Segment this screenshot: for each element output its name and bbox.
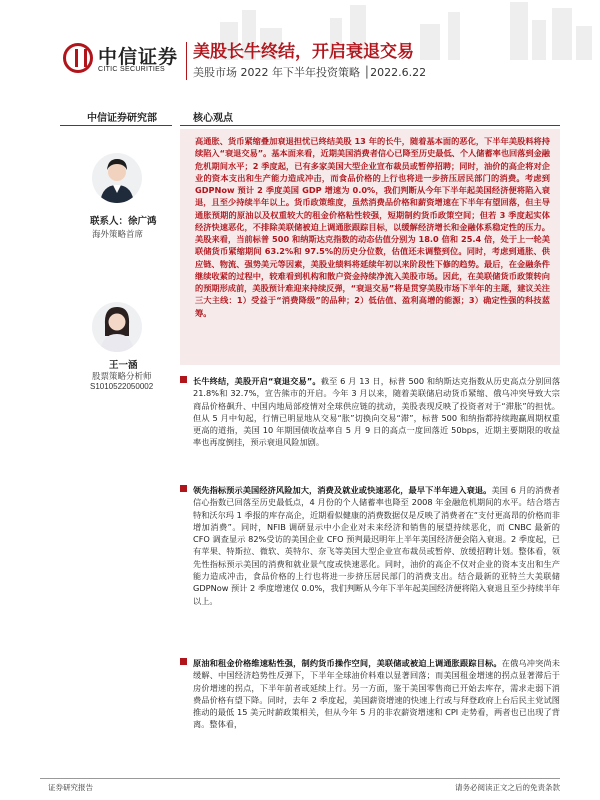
bullet-heading: 原油和租金价格维速粘性强，制约货币操作空间，美联储或被迫上调通胀跟踪目标。 (193, 658, 502, 668)
bullet-section-1 (180, 375, 560, 449)
report-subtitle: 美股市场 2022 年下半年投资策略 │2022.6.22 (193, 66, 427, 79)
footer-disclaimer-note: 请务必阅读正文之后的免责条款 (455, 783, 560, 792)
left-divider (60, 125, 172, 126)
bullet-section-2 (180, 484, 560, 607)
logo-text-en: CITIC SECURITIES (98, 66, 166, 73)
core-views-title: 核心观点 (193, 113, 233, 124)
bullet-body: 截至 6 月 13 日，标普 500 和纳斯达克指数从历史高点分别回落 21.8%和 32.7%，宣告熊市的开启。今年 3 月以来，随着美联储启动货币紧缩、俄乌冲突导致大宗商品价格飙升、中国内地局部疫情对全球供应链的扰动，美股表现反映了投资者对于“滞胀”的担忧。但从 5 月中旬起，行情已明显地从交易“胀”切换向交易“滞”，标普 500 和纳指都持续跑赢周期权重更高的道指，美国 10 年期国债收益率自 5 月 9 日的高点一度回落近 50bps，近期主要期限的收益率也再度倒挂，预示衰退风险加剧。 (193, 376, 561, 448)
summary-text: 高通胀、货币紧缩叠加衰退担忧已终结美股 13 年的长牛，随着基本面的恶化，下半年美股料将持续陷入“衰退交易”。基本面来看，近期美国消费者信心已降至历史最低、个人储蓄率也回落到金融危机期间水平；2 季度起，已有多家美国大型企业宣布裁员或暂停招聘；同时，油价的高企将对企业的资本支出和生产能力造成冲击，而食品价格的上行也将进一步挤压居民部门的消费。考虑到 GDPNow 预计 2 季度美国 GDP 增速为 0.0%，我们判断从今年下半年起美国经济便将陷入衰退，且至少持续半年以上。货币政策维度，虽然消费品价格和薪资增速在下半年有望回落，但主导通胀预期的原油以及权重较大的租金价格粘性较强，短期制约货币政策空间；但若 3 季度起实体经济快速恶化，不排除美联储被迫上调通胀跟踪目标，以缓解经济增长和金融体系稳定性的压力。美股来看，当前标普 500 和纳斯达克指数的动态估值分别为 18.0 倍和 25.4 倍，处于上一轮美联储货币紧缩期间 63.2%和 97.5%的历史分位数，估值还未调整到位。同时，考虑到通胀、供应链、物流、强势美元等因素，美股业绩料将延续年初以来阶段性下修的趋势。最后，在金融条件继续收紧的过程中，较难看到机构和散户资金持续净流入美股市场。因此，在美联储货币政策转向的预期形成前，美股预计难迎来持续反弹，“衰退交易”将是贯穿美股市场下半年的主题，建议关注三大主线：1）受益于“消费降级”的品种；2）低估值、盈利高增的能源；3）确定性强的科技蓝筹。 (195, 136, 550, 318)
logo-text-cn: 中信证券 (98, 46, 179, 68)
analyst-avatar (92, 302, 142, 352)
page-header (0, 0, 600, 100)
main-divider (180, 125, 560, 126)
bullet-paragraph (193, 484, 560, 607)
summary-box (180, 129, 560, 365)
footer-divider (40, 778, 560, 779)
analyst-license-id: S1010522050002 (90, 382, 154, 391)
bullet-square-icon (180, 376, 187, 383)
report-title: 美股长牛终结，开启衰退交易 (193, 42, 414, 62)
bullet-heading: 领先指标预示美国经济风险加大，消费及就业或快速恶化，最早下半年进入衰退。 (193, 485, 492, 495)
header-divider (186, 42, 187, 80)
contact-title: 海外策略首席 (92, 230, 144, 240)
bullet-body: 美国 6 月的消费者信心指数已回落至历史最低点，4 月份的个人储蓄率也降至 2008 年金融危机期间的水平。结合塔吉特和沃尔玛 1 季报的库存高企，近期看似健康的消费数据仅是反映了消费者在“支付更高昂的价格而非增加消费”。同时，NFIB 调研显示中小企业对未来经济和销售的展望持续恶化，而 CNBC 最新的 CFO 调查显示 82%受访的美国企业 CFO 预判最迟明年上半年美国经济便会陷入衰退。2 季度起，已有苹果、特斯拉、微软、英特尔、奈飞等美国大型企业宣布裁员或暂停、放缓招聘计划。整体看，领先性指标预示美国的消费和就业景气度或快速恶化。同时，油价的高企不仅对企业的资本支出和生产能力造成冲击，食品价格的上行也将进一步挤压居民部门的消费支出。结合最新的亚特兰大美联储 GDPNow 预计 2 季度增速仅 0.0%，我们判断从今年下半年起美国经济便将陷入衰退且至少持续半年以上。 (193, 485, 560, 606)
citic-logo-icon (63, 43, 93, 73)
contact-avatar (92, 153, 142, 203)
bullet-heading: 长牛终结，美股开启“衰退交易”。 (193, 376, 321, 386)
bullet-paragraph (193, 375, 560, 449)
analyst-title: 股票策略分析师 (92, 372, 152, 382)
bullet-paragraph (193, 657, 560, 731)
bullet-square-icon (180, 658, 187, 665)
bullet-square-icon (180, 485, 187, 492)
bullet-body: 在俄乌冲突尚未缓解、中国经济趋势性反弹下，下半年全球油价料难以显著回落；而美国租金增速的拐点显著滞后于房价增速的拐点，下半年前者或延续上行。另一方面，鉴于美国零售商已开始去库存，需求走弱下消费品价格有望下降。同时，去年 2 季度起，美国薪资增速的快速上行或与拜登政府上台后民主党试图推动的最低 15 美元时薪政策相关，但从今年 5 月的非农薪资增速和 CPI 走势看，两者也已出现了背离。整体看， (193, 658, 560, 730)
analyst-name: 王一涵 (109, 360, 138, 371)
contact-name: 联系人：徐广鸿 (90, 216, 157, 227)
research-dept-title: 中信证券研究部 (87, 113, 157, 124)
footer-report-type: 证券研究报告 (48, 783, 93, 792)
bullet-section-3 (180, 657, 560, 731)
